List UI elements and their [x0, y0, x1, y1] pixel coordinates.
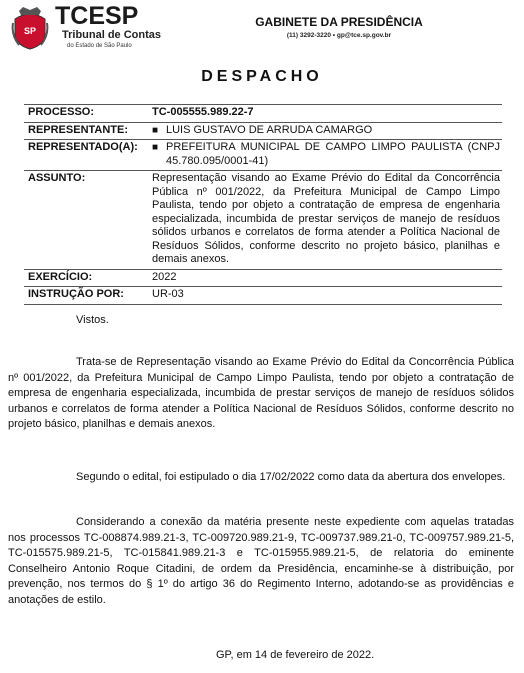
- office-contact: (11) 3292-3220 • gp@tce.sp.gov.br: [286, 32, 392, 39]
- instrucao-value: UR-03: [152, 288, 184, 300]
- instrucao-label: INSTRUÇÃO POR:: [28, 288, 124, 300]
- document-title: DESPACHO: [201, 68, 323, 85]
- paragraph-vistos: Vistos.: [76, 314, 109, 326]
- signature-date: GP, em 14 de fevereiro de 2022.: [216, 649, 375, 661]
- paragraph-decision: Considerando a conexão da matéria presente neste expediente com aquelas tratadas nos processos TC-008874.989.21-3, TC-009720.989.21-9, TC-009737.989.21-0, TC-009757.989.21-5, TC-015575.989.21-5, TC-015841.989.21-3 e TC-015955.989.21-5, de relatoria do eminente Conselheiro Antonio Roque Citadini, de ordem da Presidência, encaminhe-se à distribuição, por prevenção, nos termos do § 1º do artigo 36 do Regimento Interno, adotando-se as providências e anotações de estilo.: [8, 516, 514, 606]
- tce-logo-text: TCESP: [55, 2, 139, 30]
- assunto-value: Representação visando ao Exame Prévio do Edital da Concorrência Pública nº 001/2022, da Prefeitura Municipal de Campo Limpo Paulista, tendo por objeto a contratação de empresa de engenharia especializada, incumbida de prestar serviços de manejo de resíduos sólidos urbanos e correlatos de forma atender a Política Nacional de Resíduos Sólidos, conforme descrito no projeto básico, planilhas e demais anexos.: [152, 172, 500, 265]
- exercicio-value: 2022: [152, 270, 177, 283]
- exercicio-label: EXERCÍCIO:: [28, 270, 93, 283]
- bullet-icon: ■: [152, 142, 159, 153]
- seal-text: SP: [23, 26, 37, 36]
- representado-row: [24, 139, 502, 170]
- process-info-table: [24, 104, 502, 305]
- processo-row: [24, 104, 502, 122]
- assunto-row: [24, 170, 502, 269]
- bullet-icon: ■: [152, 124, 159, 136]
- document-header: [0, 0, 524, 58]
- representante-label: REPRESENTANTE:: [28, 123, 129, 136]
- sao-paulo-seal-icon: [11, 5, 49, 51]
- processo-label: PROCESSO:: [28, 106, 95, 118]
- instrucao-row: [24, 286, 502, 305]
- representante-row: [24, 122, 502, 140]
- representante-value: LUIS GUSTAVO DE ARRUDA CAMARGO: [166, 123, 373, 136]
- exercicio-row: [24, 269, 502, 287]
- assunto-label: ASSUNTO:: [28, 172, 86, 184]
- representante-value-wrap: [152, 124, 502, 138]
- representado-value: PREFEITURA MUNICIPAL DE CAMPO LIMPO PAULISTA (CNPJ 45.780.095/0001-41): [166, 141, 500, 167]
- representado-label: REPRESENTADO(A):: [28, 141, 138, 153]
- tce-subtitle-small: do Estado de São Paulo: [67, 43, 132, 49]
- office-title: GABINETE DA PRESIDÊNCIA: [255, 15, 423, 29]
- paragraph-context: Trata-se de Representação visando ao Exame Prévio do Edital da Concorrência Pública nº 001/2022, da Prefeitura Municipal de Campo Limpo Paulista, tendo por objeto a contratação de empresa de engenharia especializada, incumbida de prestar serviços de manejo de resíduos sólidos urbanos e correlatos de forma atender a Política Nacional de Resíduos Sólidos, conforme descrito no projeto básico, planilhas e demais anexos.: [8, 356, 514, 430]
- tce-subtitle: Tribunal de Contas: [62, 29, 162, 41]
- processo-value: TC-005555.989.22-7: [152, 106, 254, 118]
- representado-value-wrap: [152, 141, 502, 168]
- paragraph-edital-date: Segundo o edital, foi estipulado o dia 17/02/2022 como data da abertura dos envelopes.: [76, 471, 506, 483]
